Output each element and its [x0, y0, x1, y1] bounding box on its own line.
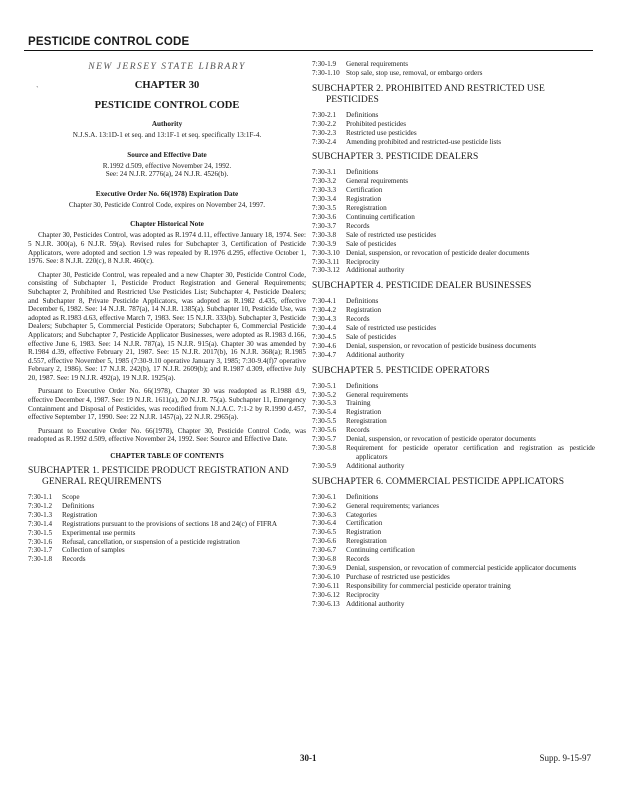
toc-entry	[312, 213, 595, 222]
toc-entry	[28, 502, 306, 511]
section-title: General requirements	[346, 390, 409, 399]
section-title: Prohibited pesticides	[346, 119, 407, 128]
section-title: Refusal, cancellation, or suspension of a pesticide registration	[62, 537, 240, 546]
section-title: Additional authority	[346, 461, 405, 470]
toc-entry	[28, 546, 306, 555]
section-number: 7:30-6.12	[312, 590, 340, 599]
section-title: Categories	[346, 510, 377, 519]
section-title: Registration	[346, 306, 382, 315]
section-number: 7:30-5.2	[312, 390, 337, 399]
toc-entry	[312, 573, 595, 582]
section-title: Experimental use permits	[62, 528, 136, 537]
toc-continuation	[312, 60, 595, 78]
section-title: Registration	[346, 408, 382, 417]
section-title: Records	[346, 221, 370, 230]
toc-entry	[312, 408, 595, 417]
toc-entry	[28, 493, 306, 502]
running-header: PESTICIDE CONTROL CODE	[28, 36, 190, 48]
section-number: 7:30-3.10	[312, 248, 340, 257]
section-number: 7:30-2.2	[312, 119, 337, 128]
section-title: Definitions	[346, 381, 379, 390]
toc-entry	[312, 315, 595, 324]
section-number: 7:30-3.11	[312, 257, 340, 266]
toc-list	[28, 493, 306, 564]
section-title: General requirements	[346, 177, 409, 186]
subchapter-heading: SUBCHAPTER 2. PROHIBITED AND RESTRICTED USE PESTICIDES	[312, 83, 545, 105]
section-number: 7:30-5.9	[312, 461, 337, 470]
subchapter-heading: SUBCHAPTER 6. COMMERCIAL PESTICIDE APPLICATORS	[312, 476, 565, 487]
section-title: Definitions	[346, 110, 379, 119]
right-toc	[312, 84, 595, 609]
section-title: Reciprocity	[346, 257, 380, 266]
section-number: 7:30-1.7	[28, 546, 53, 555]
section-number: 7:30-3.3	[312, 186, 337, 195]
section-number: 7:30-5.1	[312, 381, 337, 390]
section-number: 7:30-6.2	[312, 501, 337, 510]
toc-entry	[28, 529, 306, 538]
section-number: 7:30-2.4	[312, 137, 337, 146]
toc-list	[312, 168, 595, 275]
page-number: 30-1	[300, 753, 317, 763]
section-number: 7:30-6.13	[312, 599, 340, 608]
section-number: 7:30-4.4	[312, 324, 337, 333]
section-title: Stop sale, stop use, removal, or embargo orders	[346, 68, 483, 77]
section-number: 7:30-3.5	[312, 204, 337, 213]
history-paragraph: Chapter 30, Pesticides Control, was adopted as R.1974 d.11, effective January 18, 1974. See: 5 N.J.R. 300(a), 6 N.J.R. 59(a). Revised rules for Subchapter 3, Certification of Pesticide Applicators, were adopted and section 1.9 was repealed by R.1976 d.295, effective October 1, 1976. See: 8 N.J.R. 220(c), 8 N.J.R. 460(c).	[28, 231, 306, 266]
left-column	[28, 60, 306, 564]
toc-entry	[312, 462, 595, 471]
section-title: Denial, suspension, or revocation of commercial pesticide applicator documents	[346, 563, 577, 572]
toc-entry	[312, 600, 595, 609]
toc-list	[312, 493, 595, 609]
section-number: 7:30-4.3	[312, 315, 337, 324]
section-title: Continuing certification	[346, 546, 415, 555]
toc-entry	[312, 493, 595, 502]
section-title: Reregistration	[346, 204, 387, 213]
section-title: Sale of restricted use pesticides	[346, 324, 437, 333]
toc-entry	[312, 204, 595, 213]
section-number: 7:30-5.5	[312, 417, 337, 426]
section-number: 7:30-4.1	[312, 297, 337, 306]
toc-entry	[312, 60, 595, 69]
toc-entry	[312, 222, 595, 231]
section-number: 7:30-4.2	[312, 306, 337, 315]
section-number: 7:30-5.3	[312, 399, 337, 408]
section-title: Registration	[346, 195, 382, 204]
exec-order-text: Chapter 30, Pesticide Control Code, expires on November 24, 1997.	[68, 200, 266, 209]
section-number: 7:30-6.1	[312, 492, 337, 501]
section-title: Amending prohibited and restricted-use pesticide lists	[346, 137, 502, 146]
toc-entry	[312, 382, 595, 391]
section-title: Denial, suspension, or revocation of pesticide operator documents	[346, 435, 536, 444]
section-title: Registrations pursuant to the provisions of sections 18 and 24(c) of FIFRA	[62, 519, 278, 528]
toc-entry	[28, 538, 306, 547]
section-title: Additional authority	[346, 599, 405, 608]
section-number: 7:30-6.9	[312, 563, 337, 572]
section-title: Additional authority	[346, 350, 405, 359]
toc-list	[312, 297, 595, 359]
section-number: 7:30-6.10	[312, 572, 340, 581]
history-notes	[28, 231, 306, 444]
toc-entry	[312, 120, 595, 129]
section-number: 7:30-1.1	[28, 493, 53, 502]
toc-entry	[312, 129, 595, 138]
subchapter-heading: SUBCHAPTER 4. PESTICIDE DEALER BUSINESSES	[312, 281, 532, 292]
toc-list	[312, 382, 595, 471]
toc-entry	[28, 555, 306, 564]
section-number: 7:30-4.7	[312, 350, 337, 359]
section-number: 7:30-3.6	[312, 212, 337, 221]
section-title: Definitions	[62, 501, 95, 510]
section-number: 7:30-6.3	[312, 510, 337, 519]
exec-order-heading: Executive Order No. 66(1978) Expiration Date	[95, 189, 239, 198]
section-number: 7:30-6.5	[312, 528, 337, 537]
section-number: 7:30-1.6	[28, 537, 53, 546]
section-number: 7:30-5.7	[312, 435, 337, 444]
section-number: 7:30-5.6	[312, 426, 337, 435]
toc-entry	[312, 528, 595, 537]
section-title: Scope	[62, 493, 80, 502]
section-title: Reregistration	[346, 417, 387, 426]
section-title: Sale of restricted use pesticides	[346, 230, 437, 239]
section-number: 7:30-6.8	[312, 555, 337, 564]
section-number: 7:30-1.2	[28, 501, 53, 510]
section-title: Sale of pesticides	[346, 332, 397, 341]
toc-entry	[312, 555, 595, 564]
toc-entry	[312, 249, 595, 258]
header-rule	[24, 50, 593, 51]
toc-entry	[312, 519, 595, 528]
section-title: Restricted use pesticides	[346, 128, 417, 137]
left-toc	[28, 466, 306, 564]
toc-list	[312, 111, 595, 147]
toc-entry	[312, 391, 595, 400]
section-number: 7:30-1.4	[28, 519, 53, 528]
subchapter-heading: SUBCHAPTER 3. PESTICIDE DEALERS	[312, 152, 479, 163]
history-paragraph: Chapter 30, Pesticide Control, was repealed and a new Chapter 30, Pesticide Control Code, consisting of Subchapter 1, Pesticide Product Registration and General Requirements; Subchapter 2, Prohibited and Restricted Use Pesticides List; Subchapter 4, Pesticide Dealers; and Subchapter 8, Private Pesticide Applicators, was adopted as R.1982 d.435, effective December 6, 1982. See: 14 N.J.R. 787(a), 14 N.J.R. 1385(a). Subchapter 10, Pesticide Use, was adopted as R.1983 d.63, effective March 7, 1983. See: 15 N.J.R. 333(b). Subchapter 3, Pesticide Dealers; Subchapter 5, Commercial Pesticide Operators; Subchapter 6, Commercial Pesticide Applicators; and Subchapter 7, Pesticide Applicator Businesses, were adopted as R.1983 d.166, effective June 6, 1983. See: 14 N.J.R. 787(a), 15 N.J.R. 915(a). Chapter 30 was amended by R.1984 d.39, effective February 21, 1987. See: 15 N.J.R. 2017(b), 16 N.J.R. 368(a); R.1985 d.557, effective November 5, 1985 (7:30-9.10 operative January 3, 1985; 7:30-9.4(f)7 operative February 2, 1986). See: 17 N.J.R. 242(b), 17 N.J.R. 2609(b); and R.1987 d.309, effective July 20, 1987. See: 19 N.J.R. 492(a), 19 N.J.R. 1925(a).	[28, 270, 306, 382]
toc-entry	[312, 342, 595, 351]
authority-text: N.J.S.A. 13:1D-1 et seq. and 13:1F-1 et seq. specifically 13:1F-4.	[72, 131, 262, 139]
section-title: Requirement for pesticide operator certification and registration as pesticide applicators	[346, 444, 595, 461]
section-title: Reregistration	[346, 537, 387, 546]
section-title: Collection of samples	[62, 546, 125, 555]
section-title: Definitions	[346, 168, 379, 177]
toc-entry	[312, 444, 595, 462]
section-title: Reciprocity	[346, 590, 380, 599]
toc-heading: CHAPTER TABLE OF CONTENTS	[110, 452, 224, 461]
section-number: 7:30-1.8	[28, 555, 53, 564]
toc-entry	[312, 324, 595, 333]
section-title: Continuing certification	[346, 212, 415, 221]
toc-entry	[312, 511, 595, 520]
section-title: Registration	[62, 510, 98, 519]
section-title: Registration	[346, 528, 382, 537]
scan-mark: `	[36, 85, 39, 94]
section-title: Additional authority	[346, 266, 405, 275]
chapter-title: PESTICIDE CONTROL CODE	[94, 100, 240, 111]
section-title: Denial, suspension, or revocation of pesticide dealer documents	[346, 248, 530, 257]
toc-entry	[312, 297, 595, 306]
toc-list	[312, 60, 595, 78]
section-number: 7:30-2.3	[312, 128, 337, 137]
section-title: General requirements; variances	[346, 501, 439, 510]
section-number: 7:30-4.6	[312, 341, 337, 350]
supplement-date: Supp. 9-15-97	[539, 753, 591, 763]
section-title: Records	[346, 555, 370, 564]
toc-entry	[312, 417, 595, 426]
toc-entry	[312, 564, 595, 573]
toc-entry	[312, 351, 595, 360]
section-number: 7:30-3.9	[312, 239, 337, 248]
toc-entry	[312, 138, 595, 147]
toc-entry	[312, 240, 595, 249]
toc-entry	[312, 266, 595, 275]
toc-entry	[312, 168, 595, 177]
section-number: 7:30-5.4	[312, 408, 337, 417]
library-stamp: NEW JERSEY STATE LIBRARY	[88, 62, 246, 72]
section-title: Training	[346, 399, 371, 408]
section-number: 7:30-3.7	[312, 221, 337, 230]
section-title: Denial, suspension, or revocation of pesticide business documents	[346, 341, 537, 350]
section-number: 7:30-6.7	[312, 546, 337, 555]
history-paragraph: Pursuant to Executive Order No. 66(1978), Chapter 30, Pesticide Control Code, was readopted as R.1992 d.509, effective November 24, 1992. See: Source and Effective Date.	[28, 426, 306, 444]
section-title: Records	[346, 426, 370, 435]
section-number: 7:30-3.1	[312, 168, 337, 177]
section-number: 7:30-3.8	[312, 230, 337, 239]
section-title: Certification	[346, 519, 383, 528]
section-title: Records	[346, 315, 370, 324]
toc-entry	[312, 333, 595, 342]
section-number: 7:30-3.12	[312, 266, 340, 275]
toc-entry	[312, 502, 595, 511]
toc-entry	[312, 306, 595, 315]
section-title: Definitions	[346, 297, 379, 306]
source-line-2: See: 24 N.J.R. 2776(a), 24 N.J.R. 4526(b).	[105, 170, 229, 179]
toc-entry	[312, 186, 595, 195]
section-number: 7:30-1.3	[28, 510, 53, 519]
section-title: General requirements	[346, 60, 409, 68]
section-number: 7:30-2.1	[312, 110, 337, 119]
section-title: Purchase of restricted use pesticides	[346, 572, 450, 581]
section-number: 7:30-4.5	[312, 332, 337, 341]
section-number: 7:30-3.2	[312, 177, 337, 186]
toc-entry	[312, 69, 595, 78]
toc-entry	[312, 546, 595, 555]
toc-entry	[312, 195, 595, 204]
toc-entry	[28, 511, 306, 520]
section-number: 7:30-5.8	[312, 444, 337, 452]
section-number: 7:30-6.4	[312, 519, 337, 528]
authority-heading: Authority	[151, 120, 183, 128]
toc-entry	[312, 231, 595, 240]
history-heading: Chapter Historical Note	[130, 220, 204, 229]
toc-entry	[312, 177, 595, 186]
toc-entry	[28, 520, 306, 529]
toc-entry	[312, 537, 595, 546]
subchapter-heading: SUBCHAPTER 5. PESTICIDE OPERATORS	[312, 365, 490, 376]
section-title: Sale of pesticides	[346, 239, 397, 248]
section-title: Certification	[346, 186, 383, 195]
section-title: Definitions	[346, 492, 379, 501]
toc-entry	[312, 258, 595, 267]
toc-entry	[312, 426, 595, 435]
section-title: Responsibility for commercial pesticide operator training	[346, 581, 511, 590]
chapter-number: CHAPTER 30	[134, 80, 200, 91]
toc-entry	[312, 591, 595, 600]
section-number: 7:30-3.4	[312, 195, 337, 204]
source-heading: Source and Effective Date	[127, 150, 207, 159]
toc-entry	[312, 435, 595, 444]
toc-entry	[312, 582, 595, 591]
section-number: 7:30-1.5	[28, 528, 53, 537]
subchapter-heading: SUBCHAPTER 1. PESTICIDE PRODUCT REGISTRATION AND GENERAL REQUIREMENTS	[28, 466, 289, 488]
section-number: 7:30-1.9	[312, 60, 337, 68]
section-number: 7:30-6.11	[312, 581, 340, 590]
history-paragraph: Pursuant to Executive Order No. 66(1978), Chapter 30 was readopted as R.1988 d.9, effective December 4, 1987. See: 19 N.J.R. 1611(a), 20 N.J.R. 75(a). Subchapter 11, Emergency Containment and Disposal of Pesticides, was recodified from N.J.A.C. 7:1-2 by R.1990 d.457, effective September 17, 1990. See: 22 N.J.R. 1457(a), 22 N.J.R. 2965(a).	[28, 387, 306, 422]
section-number: 7:30-1.10	[312, 68, 340, 77]
toc-entry	[312, 399, 595, 408]
right-column	[312, 60, 595, 609]
source-line-1: R.1992 d.509, effective November 24, 1992.	[102, 161, 232, 170]
section-title: Records	[62, 555, 86, 564]
toc-entry	[312, 111, 595, 120]
section-number: 7:30-6.6	[312, 537, 337, 546]
